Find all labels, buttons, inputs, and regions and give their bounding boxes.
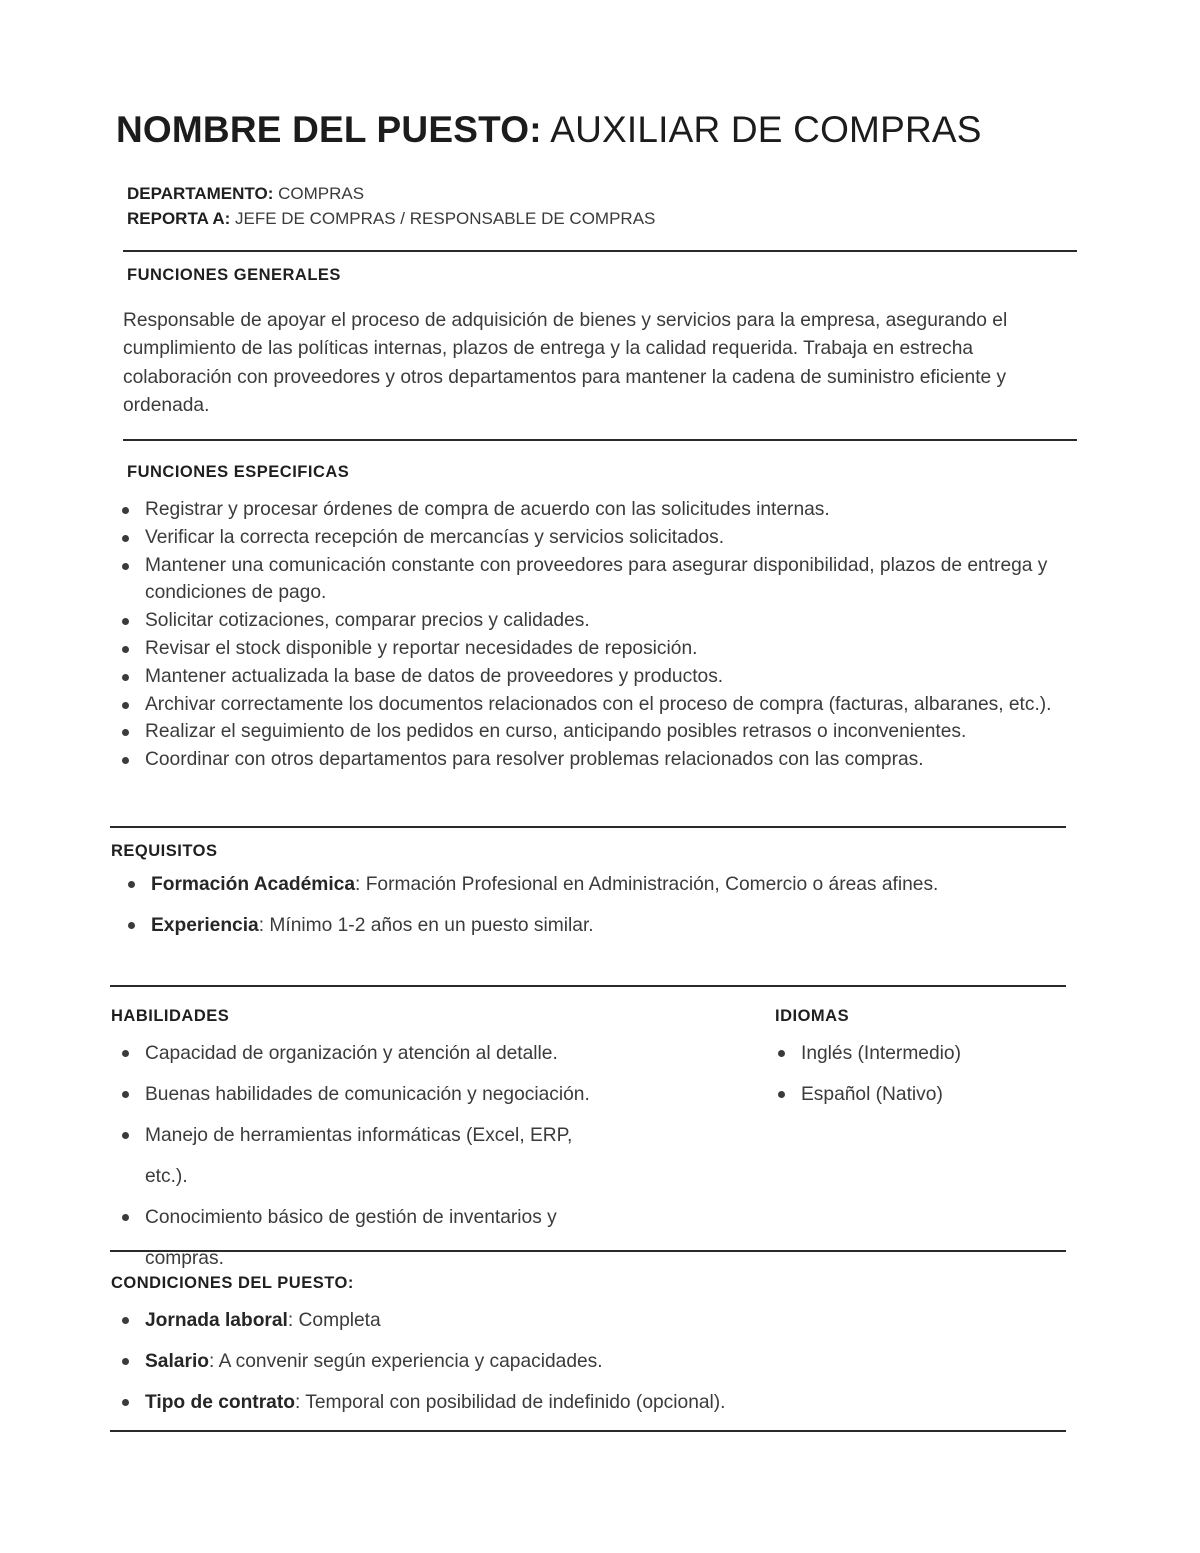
list-item (127, 864, 1047, 905)
reports-to-line (127, 207, 655, 231)
reports-to-label: REPORTA A: (127, 209, 231, 228)
divider (110, 826, 1066, 828)
item-key: Salario (145, 1351, 209, 1372)
list-item: Solicitar cotizaciones, comparar precios y calidades. (121, 607, 1061, 635)
requirements-list (127, 864, 1047, 946)
department-value: COMPRAS (278, 184, 365, 203)
list-item: Buenas habilidades de comunicación y negociación. (121, 1074, 601, 1115)
list-item (121, 1382, 1041, 1423)
title-value: AUXILIAR DE COMPRAS (550, 109, 982, 150)
requirements-heading: REQUISITOS (111, 842, 218, 860)
item-key: Tipo de contrato (145, 1392, 295, 1413)
item-key: Jornada laboral (145, 1310, 288, 1331)
general-functions-text: Responsable de apoyar el proceso de adquisición de bienes y servicios para la empresa, asegurando el cumplimiento de las políticas internas, plazos de entrega y la calidad requerida. Trabaja en estrecha colaboración con proveedores y otros departamentos para mantener la cadena de suministro eficiente y ordenada. (123, 310, 1008, 416)
conditions-heading: CONDICIONES DEL PUESTO: (111, 1274, 354, 1292)
languages-list (777, 1033, 1057, 1115)
skills-heading: HABILIDADES (111, 1007, 230, 1025)
list-item: Registrar y procesar órdenes de compra de acuerdo con las solicitudes internas. (121, 496, 1061, 524)
list-item: Coordinar con otros departamentos para resolver problemas relacionados con las compras. (121, 746, 1061, 774)
languages-heading: IDIOMAS (775, 1007, 850, 1025)
skills-list (121, 1033, 601, 1279)
list-item (121, 1300, 1041, 1341)
specific-functions-heading: FUNCIONES ESPECIFICAS (127, 463, 350, 481)
item-text: : Formación Profesional en Administración, Comercio o áreas afines. (355, 874, 939, 895)
list-item: Mantener una comunicación constante con proveedores para asegurar disponibilidad, plazos de entrega y condiciones de pago. (121, 552, 1061, 608)
divider (123, 439, 1077, 441)
divider (123, 250, 1077, 252)
list-item: Archivar correctamente los documentos relacionados con el proceso de compra (facturas, albaranes, etc.). (121, 691, 1061, 719)
item-text: : Completa (287, 1310, 381, 1331)
item-text: : A convenir según experiencia y capacidades. (209, 1351, 603, 1372)
list-item: Capacidad de organización y atención al detalle. (121, 1033, 601, 1074)
list-item: Conocimiento básico de gestión de inventarios y compras. (121, 1197, 601, 1279)
specific-functions-list (121, 496, 1061, 774)
title-label: NOMBRE DEL PUESTO: (116, 109, 542, 150)
list-item: Revisar el stock disponible y reportar necesidades de reposición. (121, 635, 1061, 663)
divider (110, 1250, 1066, 1252)
reports-to-value: JEFE DE COMPRAS / RESPONSABLE DE COMPRAS (235, 209, 656, 228)
department-label: DEPARTAMENTO: (127, 184, 274, 203)
list-item: Mantener actualizada la base de datos de proveedores y productos. (121, 663, 1061, 691)
item-key: Experiencia (151, 915, 259, 936)
item-key: Formación Académica (151, 874, 356, 895)
list-item (127, 905, 1047, 946)
page-title (116, 106, 982, 154)
list-item: Verificar la correcta recepción de mercancías y servicios solicitados. (121, 524, 1061, 552)
list-item: Manejo de herramientas informáticas (Excel, ERP, etc.). (121, 1115, 601, 1197)
list-item: Español (Nativo) (777, 1074, 1057, 1115)
list-item: Inglés (Intermedio) (777, 1033, 1057, 1074)
list-item: Realizar el seguimiento de los pedidos en curso, anticipando posibles retrasos o inconvenientes. (121, 718, 1061, 746)
general-functions-heading: FUNCIONES GENERALES (127, 266, 341, 284)
item-text: : Temporal con posibilidad de indefinido (opcional). (294, 1392, 726, 1413)
divider (110, 985, 1066, 987)
item-text: : Mínimo 1-2 años en un puesto similar. (258, 915, 594, 936)
conditions-list (121, 1300, 1041, 1423)
divider (110, 1430, 1066, 1432)
list-item (121, 1341, 1041, 1382)
department-line (127, 182, 364, 206)
